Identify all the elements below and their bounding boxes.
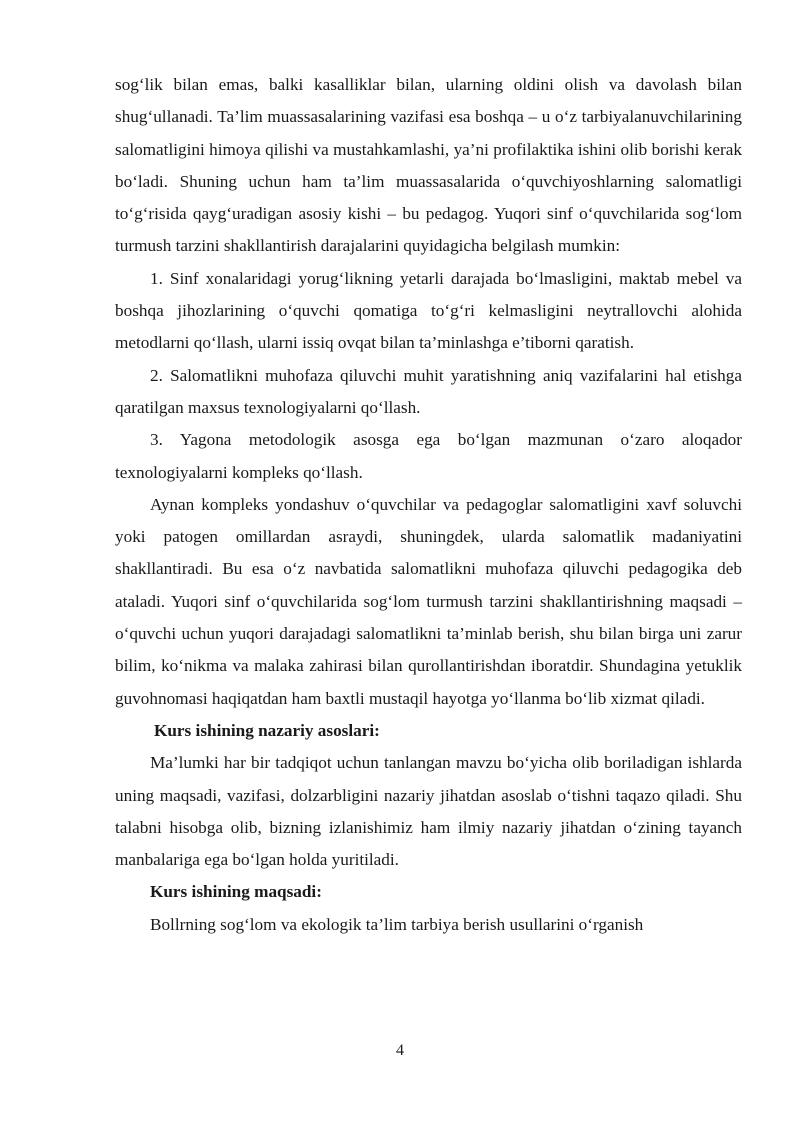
list-item-2: 2. Salomatlikni muhofaza qiluvchi muhit yaratishning aniq vazifalarini hal etishga qaratilgan maxsus texnologiyalarni qo‘llash. (115, 365, 742, 417)
paragraph-goal: Bollrning sog‘lom va ekologik ta’lim tarbiya berish usullarini o‘rganish (150, 914, 644, 934)
paragraph-theory: Ma’lumki har bir tadqiqot uchun tanlangan mavzu bo‘yicha olib boriladigan ishlarda uning maqsadi, vazifasi, dolzarbligini nazariy jihatdan asoslab o‘tishni taqazo qiladi. Shu talabni hisobga olib, bizning izlanishimiz ham ilmiy nazariy jihatdan o‘zining tayanch manbalariga ega bo‘lgan holda yuritiladi. (115, 753, 742, 870)
list-item-1: 1. Sinf xonalaridagi yorug‘likning yetarli darajada bo‘lmasligini, maktab mebel va boshqa jihozlarining o‘quvchi qomatiga to‘g‘ri kelmasligini neytrallovchi alohida metodlarni qo‘llash, ularni issiq ovqat bilan ta’minlashga e’tiborni qaratish. (115, 268, 742, 353)
paragraph-intro: sog‘lik bilan emas, balki kasalliklar bilan, ularning oldini olish va davolash bilan shug‘ullanadi. Ta’lim muassasalarining vazifasi esa boshqa – u o‘z tarbiyalanuvchilarining salomatligini himoya qilishi va mustahkamlashi, ya’ni profilaktika ishini olib borishi kerak bo‘ladi. Shuning uchun ham ta’lim muassasalarida o‘quvchiyoshlarning salomatligi to‘g‘risida qayg‘uradigan asosiy kishi – bu pedagog. Yuqori sinf o‘quvchilarida sog‘lom turmush tarzini shakllantirish darajalarini quyidagicha belgilash mumkin: (115, 75, 742, 256)
document-body (115, 69, 742, 941)
paragraph-complex-approach: Aynan kompleks yondashuv o‘quvchilar va pedagoglar salomatligini xavf soluvchi yoki patogen omillardan asraydi, shuningdek, ularda salomatlik madaniyatini shakllantiradi. Bu esa o‘z navbatida salomatlikni muhofaza qiluvchi pedagogika deb ataladi. Yuqori sinf o‘quvchilarida sog‘lom turmush tarzini shakllantirishning maqsadi – o‘quvchi uchun yuqori darajadagi salomatlikni ta’minlab berish, shu bilan birga uni zarur bilim, ko‘nikma va malaka zahirasi bilan qurollantirishdan iboratdir. Shundagina yetuklik guvohnomasi haqiqatdan ham baxtli mustaqil hayotga yo‘llanma bo‘lib xizmat qiladi. (115, 494, 742, 708)
section-heading-theory: Kurs ishining nazariy asoslari: (154, 720, 380, 740)
section-heading-goal: Kurs ishining maqsadi: (150, 882, 322, 902)
page-number: 4 (396, 1042, 404, 1059)
list-item-3: 3. Yagona metodologik asosga ega bo‘lgan mazmunan o‘zaro aloqador texnologiyalarni kompleks qo‘llash. (115, 430, 742, 482)
